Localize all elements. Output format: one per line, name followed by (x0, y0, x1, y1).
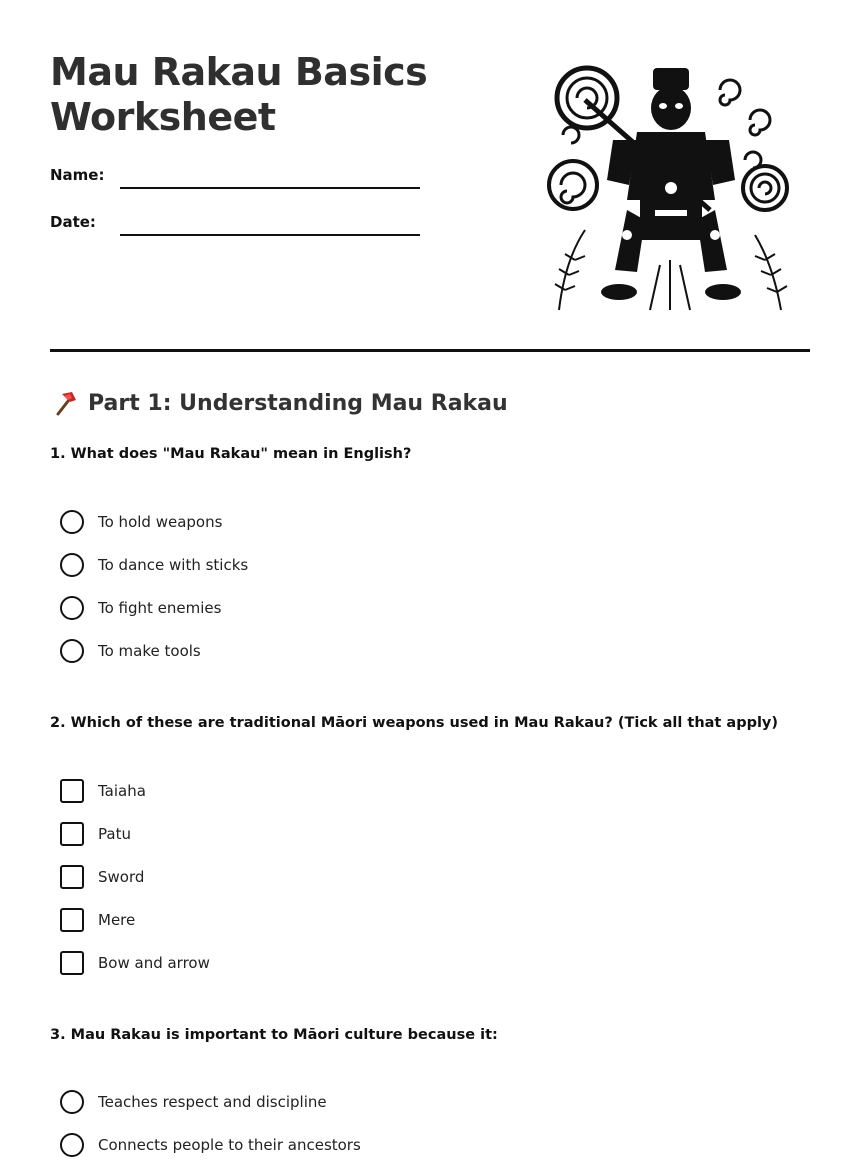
part1-heading (50, 388, 508, 418)
axe-icon (50, 388, 80, 418)
q2-option-1[interactable] (60, 778, 146, 804)
radio-button[interactable] (60, 1133, 84, 1157)
option-label: To dance with sticks (98, 556, 249, 574)
checkbox[interactable] (60, 951, 84, 975)
q1-option-1[interactable] (60, 509, 222, 535)
page-title: Mau Rakau Basics Worksheet (50, 50, 428, 139)
q3-option-2[interactable] (60, 1132, 361, 1158)
option-label: To hold weapons (98, 513, 223, 531)
checkbox[interactable] (60, 908, 84, 932)
radio-button[interactable] (60, 639, 84, 663)
question-2: 2. Which of these are traditional Māori weapons used in Mau Rakau? (Tick all that apply) (50, 715, 779, 731)
checkbox[interactable] (60, 865, 84, 889)
radio-button[interactable] (60, 553, 84, 577)
question-1: 1. What does "Mau Rakau" mean in English? (50, 446, 412, 462)
option-label: Bow and arrow (98, 954, 210, 972)
q1-option-2[interactable] (60, 552, 248, 578)
q1-option-4[interactable] (60, 638, 201, 664)
radio-button[interactable] (60, 1090, 84, 1114)
name-label: Name: (50, 166, 105, 184)
q3-option-1[interactable] (60, 1089, 327, 1115)
option-label: To fight enemies (98, 599, 222, 617)
option-label: Mere (98, 911, 136, 929)
header-divider (50, 349, 810, 352)
q1-option-3[interactable] (60, 595, 221, 621)
date-label: Date: (50, 213, 96, 231)
question-3: 3. Mau Rakau is important to Māori culture because it: (50, 1027, 498, 1043)
option-label: Sword (98, 868, 145, 886)
checkbox[interactable] (60, 822, 84, 846)
option-label: Patu (98, 825, 131, 843)
option-label: Teaches respect and discipline (98, 1093, 327, 1111)
option-label: To make tools (98, 642, 201, 660)
radio-button[interactable] (60, 596, 84, 620)
date-field[interactable] (120, 234, 420, 236)
q2-option-5[interactable] (60, 950, 210, 976)
part1-heading-text: Part 1: Understanding Mau Rakau (88, 390, 508, 416)
q2-option-2[interactable] (60, 821, 131, 847)
radio-button[interactable] (60, 510, 84, 534)
option-label: Connects people to their ancestors (98, 1136, 361, 1154)
checkbox[interactable] (60, 779, 84, 803)
q2-option-3[interactable] (60, 864, 144, 890)
name-field[interactable] (120, 187, 420, 189)
maori-warrior-illustration (545, 60, 793, 318)
option-label: Taiaha (98, 782, 146, 800)
q2-option-4[interactable] (60, 907, 135, 933)
